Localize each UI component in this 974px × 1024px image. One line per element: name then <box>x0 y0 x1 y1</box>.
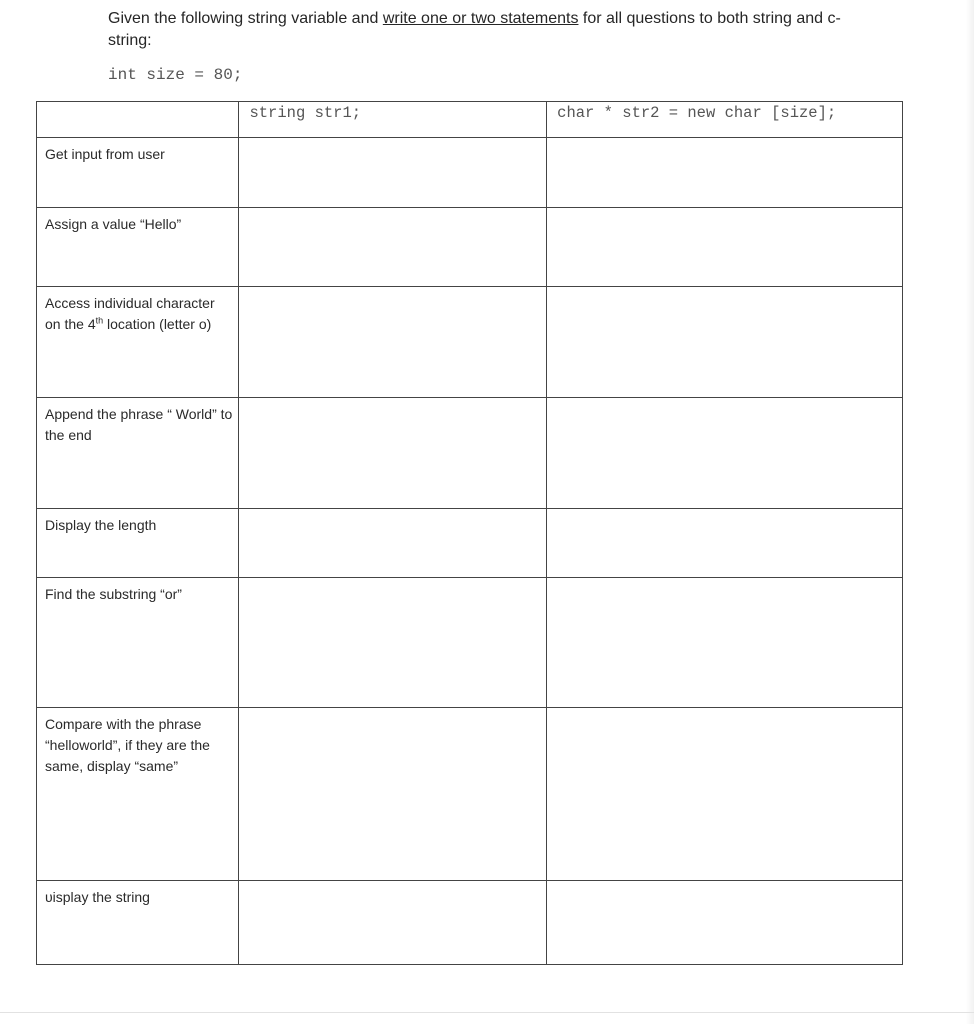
question-compare-phrase: Compare with the phrase “helloworld”, if they are the same, display “same” <box>37 708 239 881</box>
page-bottom-edge <box>0 1012 974 1013</box>
answer-cstring-cell[interactable] <box>547 578 903 708</box>
answer-cstring-cell[interactable] <box>547 138 903 208</box>
header-cstring-cell: char * str2 = new char [size]; <box>547 102 903 138</box>
answer-string-cell[interactable] <box>239 398 547 509</box>
table-row <box>37 208 903 287</box>
header-row <box>37 102 903 138</box>
header-question-cell <box>37 102 239 138</box>
table-row <box>37 509 903 578</box>
answer-cstring-cell[interactable] <box>547 287 903 398</box>
table-row <box>37 578 903 708</box>
question-append-phrase: Append the phrase “ World” to the end <box>37 398 239 509</box>
answer-cstring-cell[interactable] <box>547 881 903 965</box>
question-display-length: Display the length <box>37 509 239 578</box>
answer-string-cell[interactable] <box>239 509 547 578</box>
question-assign-value: Assign a value “Hello” <box>37 208 239 287</box>
question-display-string: ᴜisplay the string <box>37 881 239 965</box>
table-row <box>37 708 903 881</box>
question-get-input: Get input from user <box>37 138 239 208</box>
page-edge-shadow <box>966 0 974 1024</box>
question-find-substring: Find the substring “or” <box>37 578 239 708</box>
question-access-character <box>37 287 239 398</box>
question-access-part1: Access individual character on the 4 <box>45 295 215 332</box>
answer-cstring-cell[interactable] <box>547 509 903 578</box>
answer-string-cell[interactable] <box>239 881 547 965</box>
header-string-cell: string str1; <box>239 102 547 138</box>
table-row <box>37 287 903 398</box>
answer-cstring-cell[interactable] <box>547 708 903 881</box>
answer-cstring-cell[interactable] <box>547 208 903 287</box>
table-row <box>37 138 903 208</box>
instructions-underlined: write one or two statements <box>382 10 579 27</box>
instructions-tail: for all questions to both string and c-string: <box>108 10 841 49</box>
answer-string-cell[interactable] <box>239 708 547 881</box>
answer-string-cell[interactable] <box>239 138 547 208</box>
question-access-sup: th <box>95 315 104 326</box>
answer-string-cell[interactable] <box>239 578 547 708</box>
instructions <box>108 8 868 52</box>
worksheet-table <box>36 101 903 965</box>
question-access-part2: location (letter o) <box>103 316 212 332</box>
answer-string-cell[interactable] <box>239 287 547 398</box>
answer-cstring-cell[interactable] <box>547 398 903 509</box>
instructions-lead: Given the following string variable and <box>108 10 383 27</box>
table-row <box>37 881 903 965</box>
answer-string-cell[interactable] <box>239 208 547 287</box>
size-declaration: int size = 80; <box>108 66 243 84</box>
table-row <box>37 398 903 509</box>
